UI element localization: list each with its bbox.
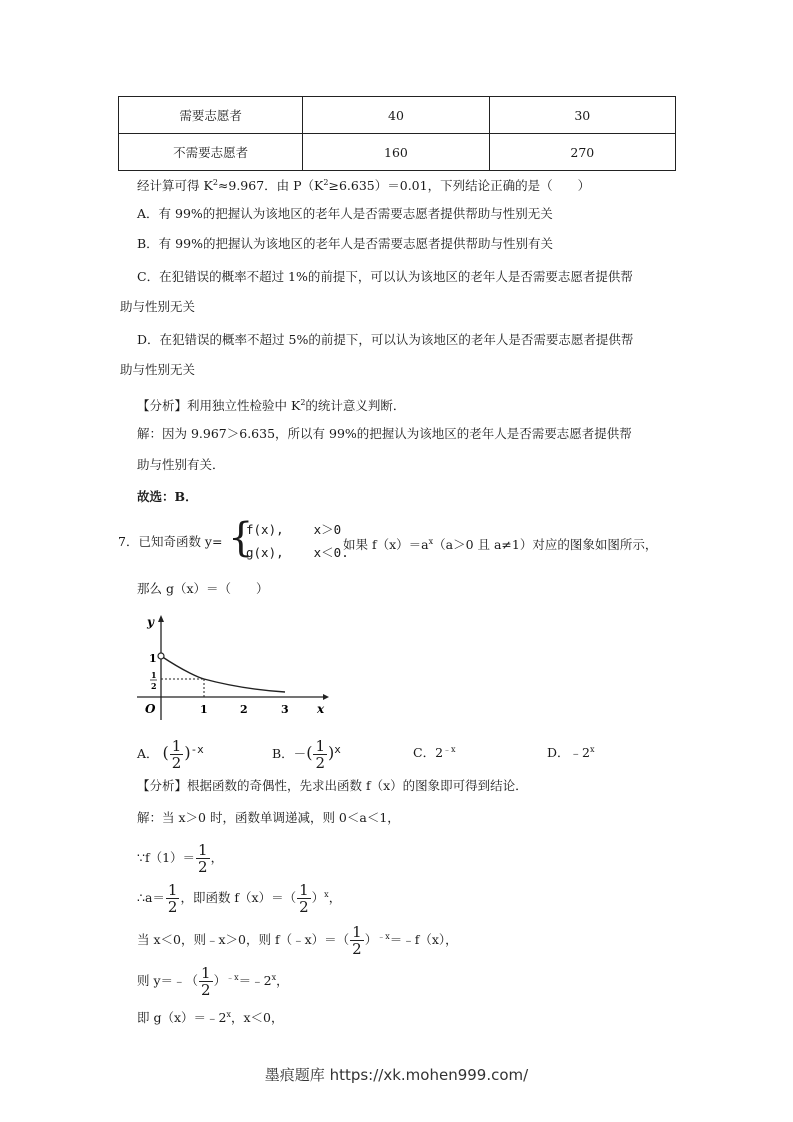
q6-option-b: B．有 99%的把握认为该地区的老年人是否需要志愿者提供帮助与性别有关 (137, 236, 553, 251)
y-axis-label: y (147, 615, 154, 629)
x-tick-label: 1 (200, 703, 208, 716)
data-table (118, 96, 676, 171)
q7-solution-2: ∵f（1）＝ $\frac{1}{2}$ ， (137, 841, 224, 876)
q7-solution-4: 当 x＜0，则﹣x＞0，则 f（﹣x）＝（ $\frac{1}{2}$ ）$^{﹣x}$＝﹣f（x）， (137, 923, 458, 958)
q7-solution-5: 则 y＝﹣（ $\frac{1}{2}$ ）$^{﹣x}=﹣2^x$， (137, 964, 289, 999)
function-graph (135, 612, 335, 722)
q6-option-c-cont: 助与性别无关 (120, 299, 196, 314)
q7-solution-1: 解：当 x＞0 时，函数单调递减，则 0＜a＜1， (137, 810, 400, 825)
q6-stem: 经计算可得 $K^2\approx 9.967$．由 $P(K^2\ge 6.635)=0.01$，下列结论正确的是（ ） (137, 178, 591, 194)
table-cell: 需要志愿者 (119, 97, 303, 134)
origin-label: O (145, 702, 156, 716)
q7-stem-tail: 如果 $f(x)=a^x(a>0$ 且 a≠1）对应的图象如图所示， (343, 537, 658, 553)
q7-analysis: 【分析】根据函数的奇偶性，先求出函数 f（x）的图象即可得到结论． (137, 778, 528, 793)
table-row (119, 97, 676, 134)
q7-option-a: A． ( $\frac{1}{2}$ )-x (137, 737, 204, 772)
table-cell: 不需要志愿者 (119, 134, 303, 171)
table-cell: 30 (489, 97, 675, 134)
open-point (158, 653, 164, 659)
q7-solution-6: 即 $g(x)=﹣2^x$，x＜0， (137, 1010, 284, 1026)
q7-option-b: B．－( $\frac{1}{2}$ )x (272, 737, 341, 772)
x-axis-label: x (317, 702, 325, 716)
q6-option-d-cont: 助与性别无关 (120, 362, 196, 377)
q6-option-c: C．在犯错误的概率不超过 1%的前提下，可以认为该地区的老年人是否需要志愿者提供帮 (137, 269, 633, 284)
y-tick-label: 2 (151, 681, 157, 691)
q7-number: 7．已知奇函数 y= (118, 534, 223, 549)
q7-option-c: C．$2^{﹣x}$ (413, 745, 456, 761)
q6-option-d: D．在犯错误的概率不超过 5%的前提下，可以认为该地区的老年人是否需要志愿者提供帮 (137, 332, 634, 347)
q7-case2: g(x), x＜0. (246, 545, 349, 560)
y-tick-label: 1 (149, 652, 157, 665)
page-footer: 墨痕题库 https://xk.mohen999.com/ (264, 1066, 529, 1084)
x-tick-label: 2 (240, 703, 248, 716)
x-tick-label: 3 (281, 703, 289, 716)
q7-option-d: D．﹣2$^x$ (547, 745, 595, 761)
q6-option-a: A．有 99%的把握认为该地区的老年人是否需要志愿者提供帮助与性别无关 (137, 206, 553, 221)
y-arrow-icon (158, 615, 164, 622)
q7-case1: f(x), x＞0 (246, 522, 342, 537)
q7-solution-3: ∴a＝ $\frac{1}{2}$ ，即函数 f（x）＝（ $\frac{1}{2}$ ）$^x$， (137, 881, 342, 916)
table-row (119, 134, 676, 171)
q6-analysis: 【分析】利用独立性检验中 $K^2$的统计意义判断． (137, 398, 406, 414)
x-arrow-icon (323, 694, 329, 700)
q6-solution-cont: 助与性别有关． (137, 457, 225, 472)
q6-answer: 故选：B． (137, 489, 198, 504)
brace-icon: { (228, 515, 254, 561)
table-cell: 270 (489, 134, 675, 171)
q6-solution: 解：因为 9.967＞6.635，所以有 99%的把握认为该地区的老年人是否需要志愿者提供帮 (137, 426, 632, 441)
curve (161, 656, 285, 692)
table-cell: 160 (303, 134, 489, 171)
table-cell: 40 (303, 97, 489, 134)
q7-stem2: 那么 g（x）＝（ ） (137, 581, 269, 596)
y-tick-label: 1 (151, 670, 157, 680)
